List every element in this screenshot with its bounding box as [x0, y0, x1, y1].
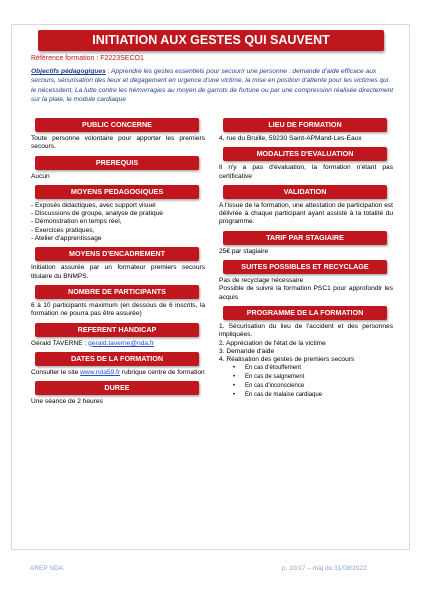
page-title: INITIATION AUX GESTES QUI SAUVENT	[38, 30, 384, 51]
handicap-text	[31, 340, 205, 348]
validation-text: A l'issue de la formation, une attestation de participation est délivrée à chaque participant ayant assisté à la totalité du programme.	[219, 201, 393, 226]
duree-text: Une séance de 2 heures	[31, 398, 103, 406]
encadrement-text: Initiation assurée par un formateur premiers secours titulaire du BNMPS.	[31, 264, 205, 280]
tarif-text: 25€ par stagiaire	[219, 247, 269, 255]
programme-header: PROGRAMME DE LA FORMATION	[223, 306, 387, 320]
handicap-name: Gérald TAVERNE :	[31, 339, 89, 347]
programme-sublist	[219, 364, 393, 399]
tarif-header: TARIF PAR STAGIAIRE	[223, 231, 387, 245]
public-header: PUBLIC CONCERNE	[35, 118, 199, 132]
handicap-header: REFERENT HANDICAP	[35, 323, 199, 337]
lieu-header: LIEU DE FORMATION	[223, 118, 387, 132]
programme-subitem: • En cas d'inconscience	[233, 382, 393, 391]
objectives-text: : Apprendre les gestes essentiels pour secourir une personne : demande d'aide efficace aux secours, sécurisation des lieux et dégagement en urgence d'une victime, la mise en position d'attente pour les victimes qui le nécessitent, La lutte contre les hémorragies au moyen de garrots de fortune ou par une compression réalisée directement sur la plaie, le module cardiaque	[31, 68, 394, 103]
public-text: Toute personne volontaire pour apporter les premiers secours.	[31, 135, 205, 151]
website-link[interactable]: www.nda59.fr	[80, 368, 121, 376]
programme-item: 1. Sécurisation du lieu de l'accident et des personnes impliquées.	[219, 322, 393, 339]
programme-item: 2. Appréciation de l'état de la victime	[219, 339, 326, 347]
prereq-header: PREREQUIS	[35, 156, 199, 170]
programme-subitem: • En cas d'étouffement	[233, 364, 393, 373]
programme-subitem: • En cas de saignement	[233, 373, 393, 382]
participants-header: NOMBRE DE PARTICIPANTS	[35, 285, 199, 299]
dates-after: rubrique centre de formation	[120, 368, 205, 376]
moyens-peda-line: - Démonstration en temps réel,	[31, 218, 122, 226]
moyens-peda-line: - Exercices pratiques,	[31, 226, 95, 234]
footer-page-info: p. 10/17 – màj du 31/08/2022	[282, 565, 367, 572]
validation-header: VALIDATION	[223, 185, 387, 199]
dates-header: DATES DE LA FORMATION	[35, 352, 199, 366]
objectives-label: Objectifs pédagogiques	[31, 68, 106, 75]
lieu-text: 4, rue du Bruille, 59230 Saint-APMand-Les-Eaux	[219, 135, 362, 142]
programme-item: 3. Demande d'aide	[219, 347, 275, 355]
objectives-paragraph	[31, 67, 395, 104]
moyens-peda-list	[31, 202, 205, 243]
moyens-peda-line: - Atelier d'apprentissage	[31, 235, 102, 243]
dates-text	[31, 369, 205, 377]
suites-text	[219, 277, 393, 302]
footer-org: AREP NDA	[30, 565, 64, 572]
handicap-email-link[interactable]: gerald.taverne@nda.fr	[88, 339, 154, 347]
evaluation-header: MODALITES D'EVALUATION	[223, 147, 387, 161]
prereq-text: Aucun	[31, 172, 50, 180]
evaluation-text: Il n'y a pas d'évaluation, la formation n'étant pas certificative	[219, 164, 393, 180]
suites-line: Pas de recyclage nécessaire	[219, 277, 304, 285]
programme-subitem: • En cas de malaise cardiaque	[233, 391, 393, 400]
programme-body	[219, 323, 393, 400]
suites-header: SUITES POSSIBLES ET RECYCLAGE	[223, 260, 387, 274]
moyens-peda-header: MOYENS PEDAGOGIQUES	[35, 185, 199, 199]
moyens-peda-line: - Discussions de groupe, analyse de pratique	[31, 210, 163, 218]
right-column	[219, 118, 393, 404]
encadrement-header: MOYENS D'ENCADREMENT	[35, 247, 199, 261]
programme-list	[219, 323, 393, 364]
participants-text: 6 à 10 participants maximum (en dessous de 6 inscrits, la formation ne pourra pas être assurée)	[31, 301, 205, 318]
dates-before: Consulter le site	[31, 368, 81, 376]
moyens-peda-line: - Exposés didactiques, avec support visuel	[31, 201, 156, 209]
left-column	[31, 118, 205, 410]
suites-line: Possible de suivre la formation PSC1 pour approfondir les acquis	[219, 285, 393, 301]
duree-header: DUREE	[35, 381, 199, 395]
reference-code: Référence formation : F2223SECO1	[31, 55, 144, 62]
programme-item: 4. Réalisation des gestes de premiers secours	[219, 356, 355, 364]
